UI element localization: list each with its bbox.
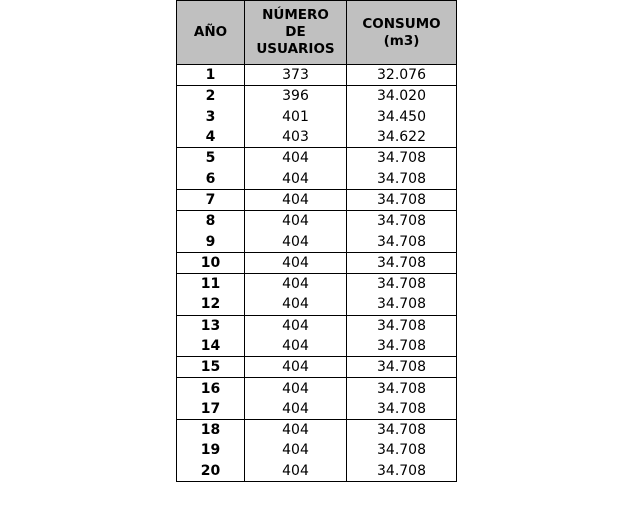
table-row <box>177 231 457 252</box>
year-cell: 12 <box>177 294 245 315</box>
users-cell: 404 <box>245 189 347 210</box>
users-cell: 404 <box>245 231 347 252</box>
header-row <box>177 1 457 65</box>
year-cell: 20 <box>177 461 245 482</box>
consumption-cell: 34.708 <box>347 231 457 252</box>
users-cell: 404 <box>245 440 347 460</box>
table-row <box>177 168 457 189</box>
header-consumption <box>347 1 457 65</box>
consumption-cell: 34.708 <box>347 378 457 399</box>
consumption-cell: 34.708 <box>347 148 457 169</box>
users-cell: 401 <box>245 107 347 127</box>
consumption-cell: 34.708 <box>347 294 457 315</box>
year-cell: 14 <box>177 336 245 357</box>
table-row <box>177 357 457 378</box>
table-row <box>177 420 457 441</box>
users-cell: 404 <box>245 294 347 315</box>
consumption-cell: 34.708 <box>347 420 457 441</box>
users-cell: 404 <box>245 252 347 273</box>
consumption-cell: 34.708 <box>347 440 457 460</box>
users-cell: 404 <box>245 211 347 232</box>
table-row <box>177 189 457 210</box>
year-cell: 7 <box>177 189 245 210</box>
header-consumption-line-1: CONSUMO <box>362 15 441 32</box>
consumption-cell: 34.708 <box>347 461 457 482</box>
year-cell: 2 <box>177 86 245 107</box>
consumption-cell: 34.708 <box>347 357 457 378</box>
header-users-line-3: USUARIOS <box>256 41 335 57</box>
table-row <box>177 65 457 86</box>
consumption-cell: 32.076 <box>347 65 457 86</box>
users-cell: 404 <box>245 420 347 441</box>
users-cell: 404 <box>245 378 347 399</box>
year-cell: 15 <box>177 357 245 378</box>
users-cell: 404 <box>245 336 347 357</box>
table-row <box>177 294 457 315</box>
table-row <box>177 399 457 420</box>
header-users-line-2: DE <box>285 24 306 40</box>
year-cell: 13 <box>177 315 245 336</box>
table-row <box>177 315 457 336</box>
header-year-text: AÑO <box>193 24 228 40</box>
year-cell: 18 <box>177 420 245 441</box>
consumption-cell: 34.708 <box>347 189 457 210</box>
table-row <box>177 211 457 232</box>
users-cell: 404 <box>245 168 347 189</box>
table-row <box>177 461 457 482</box>
consumption-cell: 34.708 <box>347 273 457 294</box>
users-cell: 404 <box>245 399 347 420</box>
users-cell: 404 <box>245 273 347 294</box>
table-row <box>177 336 457 357</box>
table-row <box>177 86 457 107</box>
header-consumption-line-2: (m3) <box>383 32 420 49</box>
table-row <box>177 378 457 399</box>
table-row <box>177 273 457 294</box>
year-cell: 3 <box>177 107 245 127</box>
table-row <box>177 127 457 148</box>
header-year <box>177 1 245 65</box>
year-cell: 6 <box>177 168 245 189</box>
year-cell: 1 <box>177 65 245 86</box>
consumption-cell: 34.708 <box>347 211 457 232</box>
consumption-cell: 34.708 <box>347 168 457 189</box>
year-cell: 9 <box>177 231 245 252</box>
table-row <box>177 252 457 273</box>
users-cell: 404 <box>245 357 347 378</box>
users-cell: 403 <box>245 127 347 148</box>
table-body <box>177 65 457 482</box>
users-cell: 396 <box>245 86 347 107</box>
users-cell: 404 <box>245 461 347 482</box>
year-cell: 10 <box>177 252 245 273</box>
consumption-cell: 34.020 <box>347 86 457 107</box>
year-cell: 11 <box>177 273 245 294</box>
year-cell: 19 <box>177 440 245 460</box>
table-row <box>177 107 457 127</box>
consumption-cell: 34.708 <box>347 399 457 420</box>
users-cell: 404 <box>245 148 347 169</box>
table-row <box>177 148 457 169</box>
consumption-cell: 34.708 <box>347 336 457 357</box>
consumption-cell: 34.708 <box>347 252 457 273</box>
year-cell: 4 <box>177 127 245 148</box>
users-cell: 373 <box>245 65 347 86</box>
year-cell: 17 <box>177 399 245 420</box>
year-cell: 5 <box>177 148 245 169</box>
year-cell: 16 <box>177 378 245 399</box>
consumption-cell: 34.708 <box>347 315 457 336</box>
header-users <box>245 1 347 65</box>
year-cell: 8 <box>177 211 245 232</box>
usage-table <box>176 0 457 482</box>
consumption-cell: 34.622 <box>347 127 457 148</box>
header-users-line-1: NÚMERO <box>262 7 329 23</box>
users-cell: 404 <box>245 315 347 336</box>
consumption-cell: 34.450 <box>347 107 457 127</box>
table-row <box>177 440 457 460</box>
